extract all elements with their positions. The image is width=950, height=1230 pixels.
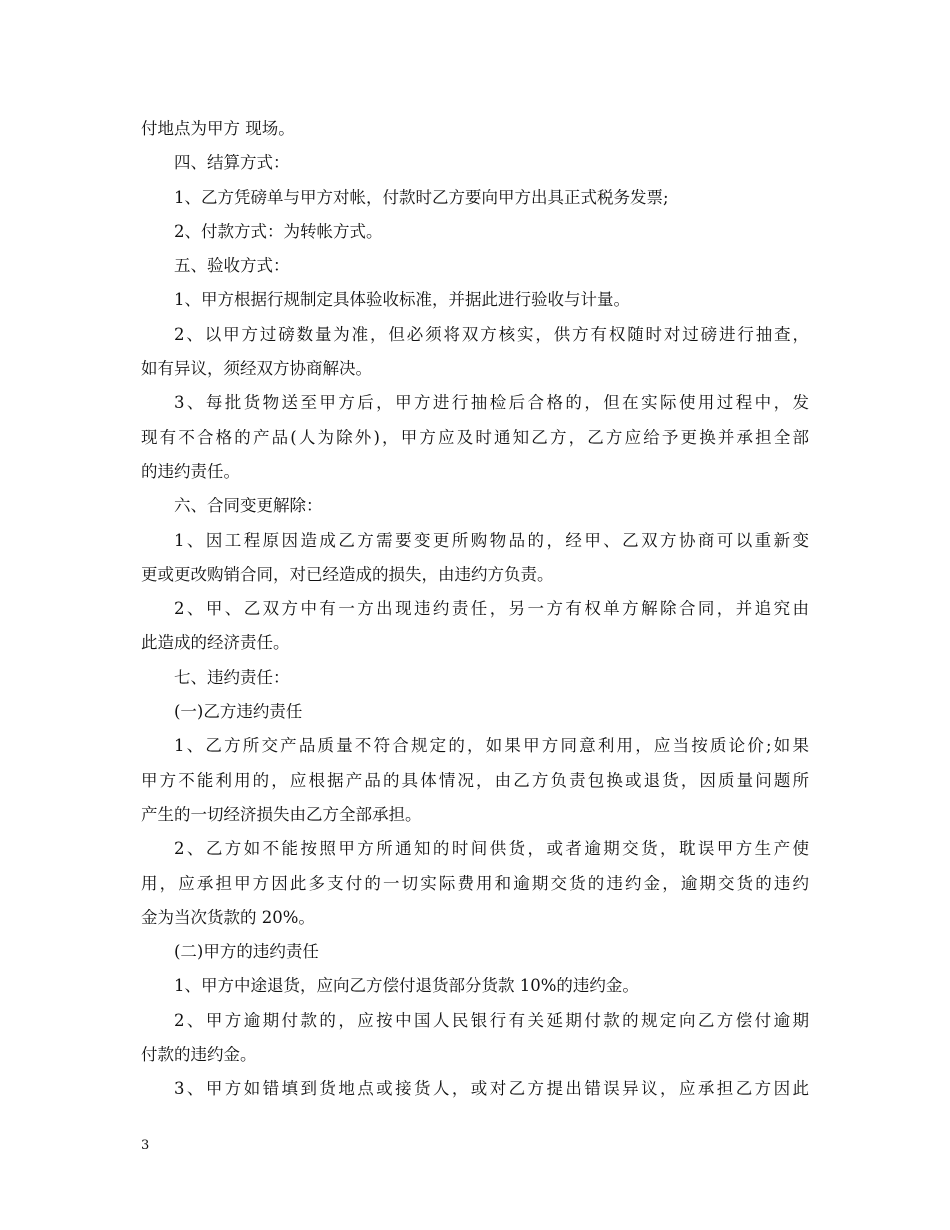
text-line: 付地点为甲方 现场。 [141,119,295,138]
text-line: 1、乙方所交产品质量不符合规定的，如果甲方同意利用，应当按质论价;如果 [174,736,809,756]
text-line: 如有异议，须经双方协商解决。 [141,359,372,379]
text-line: 1、甲方根据行规制定具体验收标准，并据此进行验收与计量。 [174,290,630,310]
text-line: 更或更改购销合同，对已经造成的损失，由违约方负责。 [141,564,554,584]
text-line: 六、合同变更解除： [174,496,323,516]
text-line: (一)乙方违约责任 [174,702,303,722]
text-line: 付款的违约金。 [141,1045,257,1065]
text-line: 2、甲、乙双方中有一方出现违约责任，另一方有权单方解除合同，并追究由 [174,599,809,619]
text-line: 2、甲方逾期付款的，应按中国人民银行有关延期付款的规定向乙方偿付逾期 [174,1010,809,1030]
text-line: 现有不合格的产品(人为除外)，甲方应及时通知乙方，乙方应给予更换并承担全部 [141,427,809,447]
text-line: 1、因工程原因造成乙方需要变更所购物品的，经甲、乙双方协商可以重新变 [174,530,809,550]
text-line: 3、每批货物送至甲方后，甲方进行抽检后合格的，但在实际使用过程中，发 [174,393,809,413]
text-line: 3、甲方如错填到货地点或接货人，或对乙方提出错误异议，应承担乙方因此 [174,1079,809,1099]
text-line: (二)甲方的违约责任 [174,942,319,962]
text-line: 四、结算方式： [174,153,290,173]
text-line: 2、以甲方过磅数量为准，但必须将双方核实，供方有权随时对过磅进行抽查， [174,324,809,344]
text-line: 甲方不能利用的，应根据产品的具体情况，由乙方负责包换或退货，因质量问题所 [141,770,809,790]
text-line: 2、付款方式：为转帐方式。 [174,221,383,241]
page-number: 3 [141,1138,150,1153]
text-line: 用，应承担甲方因此多支付的一切实际费用和逾期交货的违约金，逾期交货的违约 [141,873,809,893]
text-line: 金为当次货款的 20%。 [141,907,315,927]
text-line: 2、乙方如不能按照甲方所通知的时间供货，或者逾期交货，耽误甲方生产使 [174,839,809,859]
text-line: 五、验收方式： [174,256,290,276]
text-line: 1、乙方凭磅单与甲方对帐，付款时乙方要向甲方出具正式税务发票; [174,187,669,207]
text-line: 1、甲方中途退货，应向乙方偿付退货部分货款 10%的违约金。 [174,976,639,996]
text-line: 的违约责任。 [141,461,240,481]
text-line: 七、违约责任： [174,667,290,687]
document-body [141,112,809,1107]
text-line: 产生的一切经济损失由乙方全部承担。 [141,804,422,824]
text-line: 此造成的经济责任。 [141,633,290,653]
